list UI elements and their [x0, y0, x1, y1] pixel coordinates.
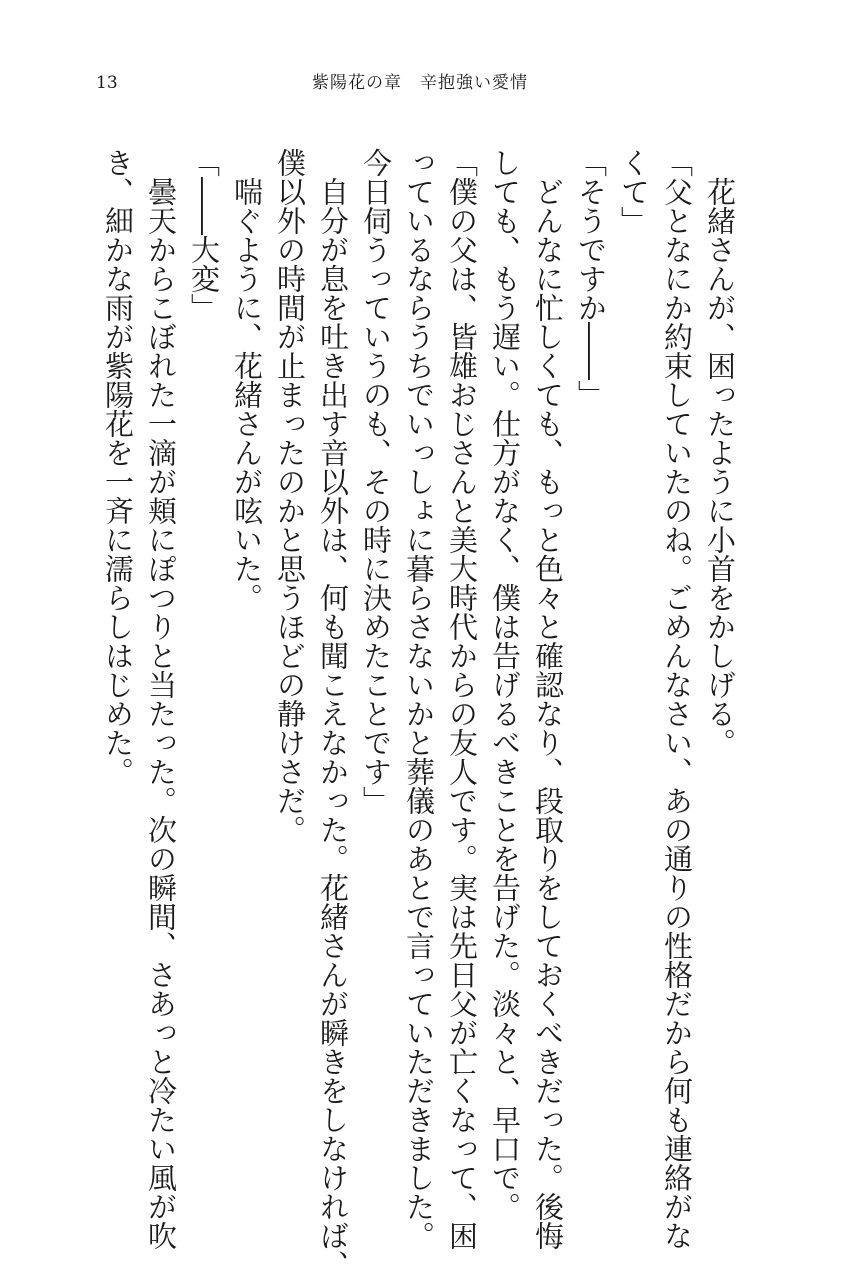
text-line: どんなに忙しくても、もっと色々と確認なり、段取りをしておくべきだった。後悔	[531, 177, 565, 1250]
running-head: 紫陽花の章 辛抱強い愛情	[312, 73, 528, 93]
text-line: 自分が息を吐き出す音以外は、何も聞こえなかった。花緒さんが瞬きをしなければ、	[316, 177, 350, 1279]
text-line: っているならうちでいっしょに暮らさないかと葬儀のあとで言っていただきました。	[402, 148, 436, 1250]
text-line: 「そうですか――」	[574, 148, 608, 409]
text-line: 「――大変」	[187, 148, 221, 322]
text-line: 花緒さんが、困ったように小首をかしげる。	[703, 177, 737, 757]
text-line: き、細かな雨が紫陽花を一斉に濡らしはじめた。	[101, 148, 135, 786]
text-line: 「僕の父は、皆雄おじさんと美大時代からの友人です。実は先日父が亡くなって、困	[445, 148, 479, 1250]
text-line: しても、もう遅い。仕方がなく、僕は告げるべきことを告げた。淡々と、早口で。	[488, 148, 522, 1221]
text-line: 僕以外の時間が止まったのかと思うほどの静けさだ。	[273, 148, 307, 844]
text-line: 今日伺うっていうのも、その時に決めたことです」	[359, 148, 393, 815]
text-line: 曇天からこぼれた一滴が頬にぽつりと当たった。次の瞬間、さあっと冷たい風が吹	[144, 177, 178, 1250]
text-line: くて」	[617, 148, 651, 235]
text-line: 「父となにか約束していたのね。ごめんなさい、あの通りの性格だから何も連絡がな	[660, 148, 694, 1250]
text-line: 喘ぐように、花緒さんが呟いた。	[230, 177, 264, 612]
body-text	[96, 148, 741, 1279]
page-number: 13	[96, 73, 118, 93]
